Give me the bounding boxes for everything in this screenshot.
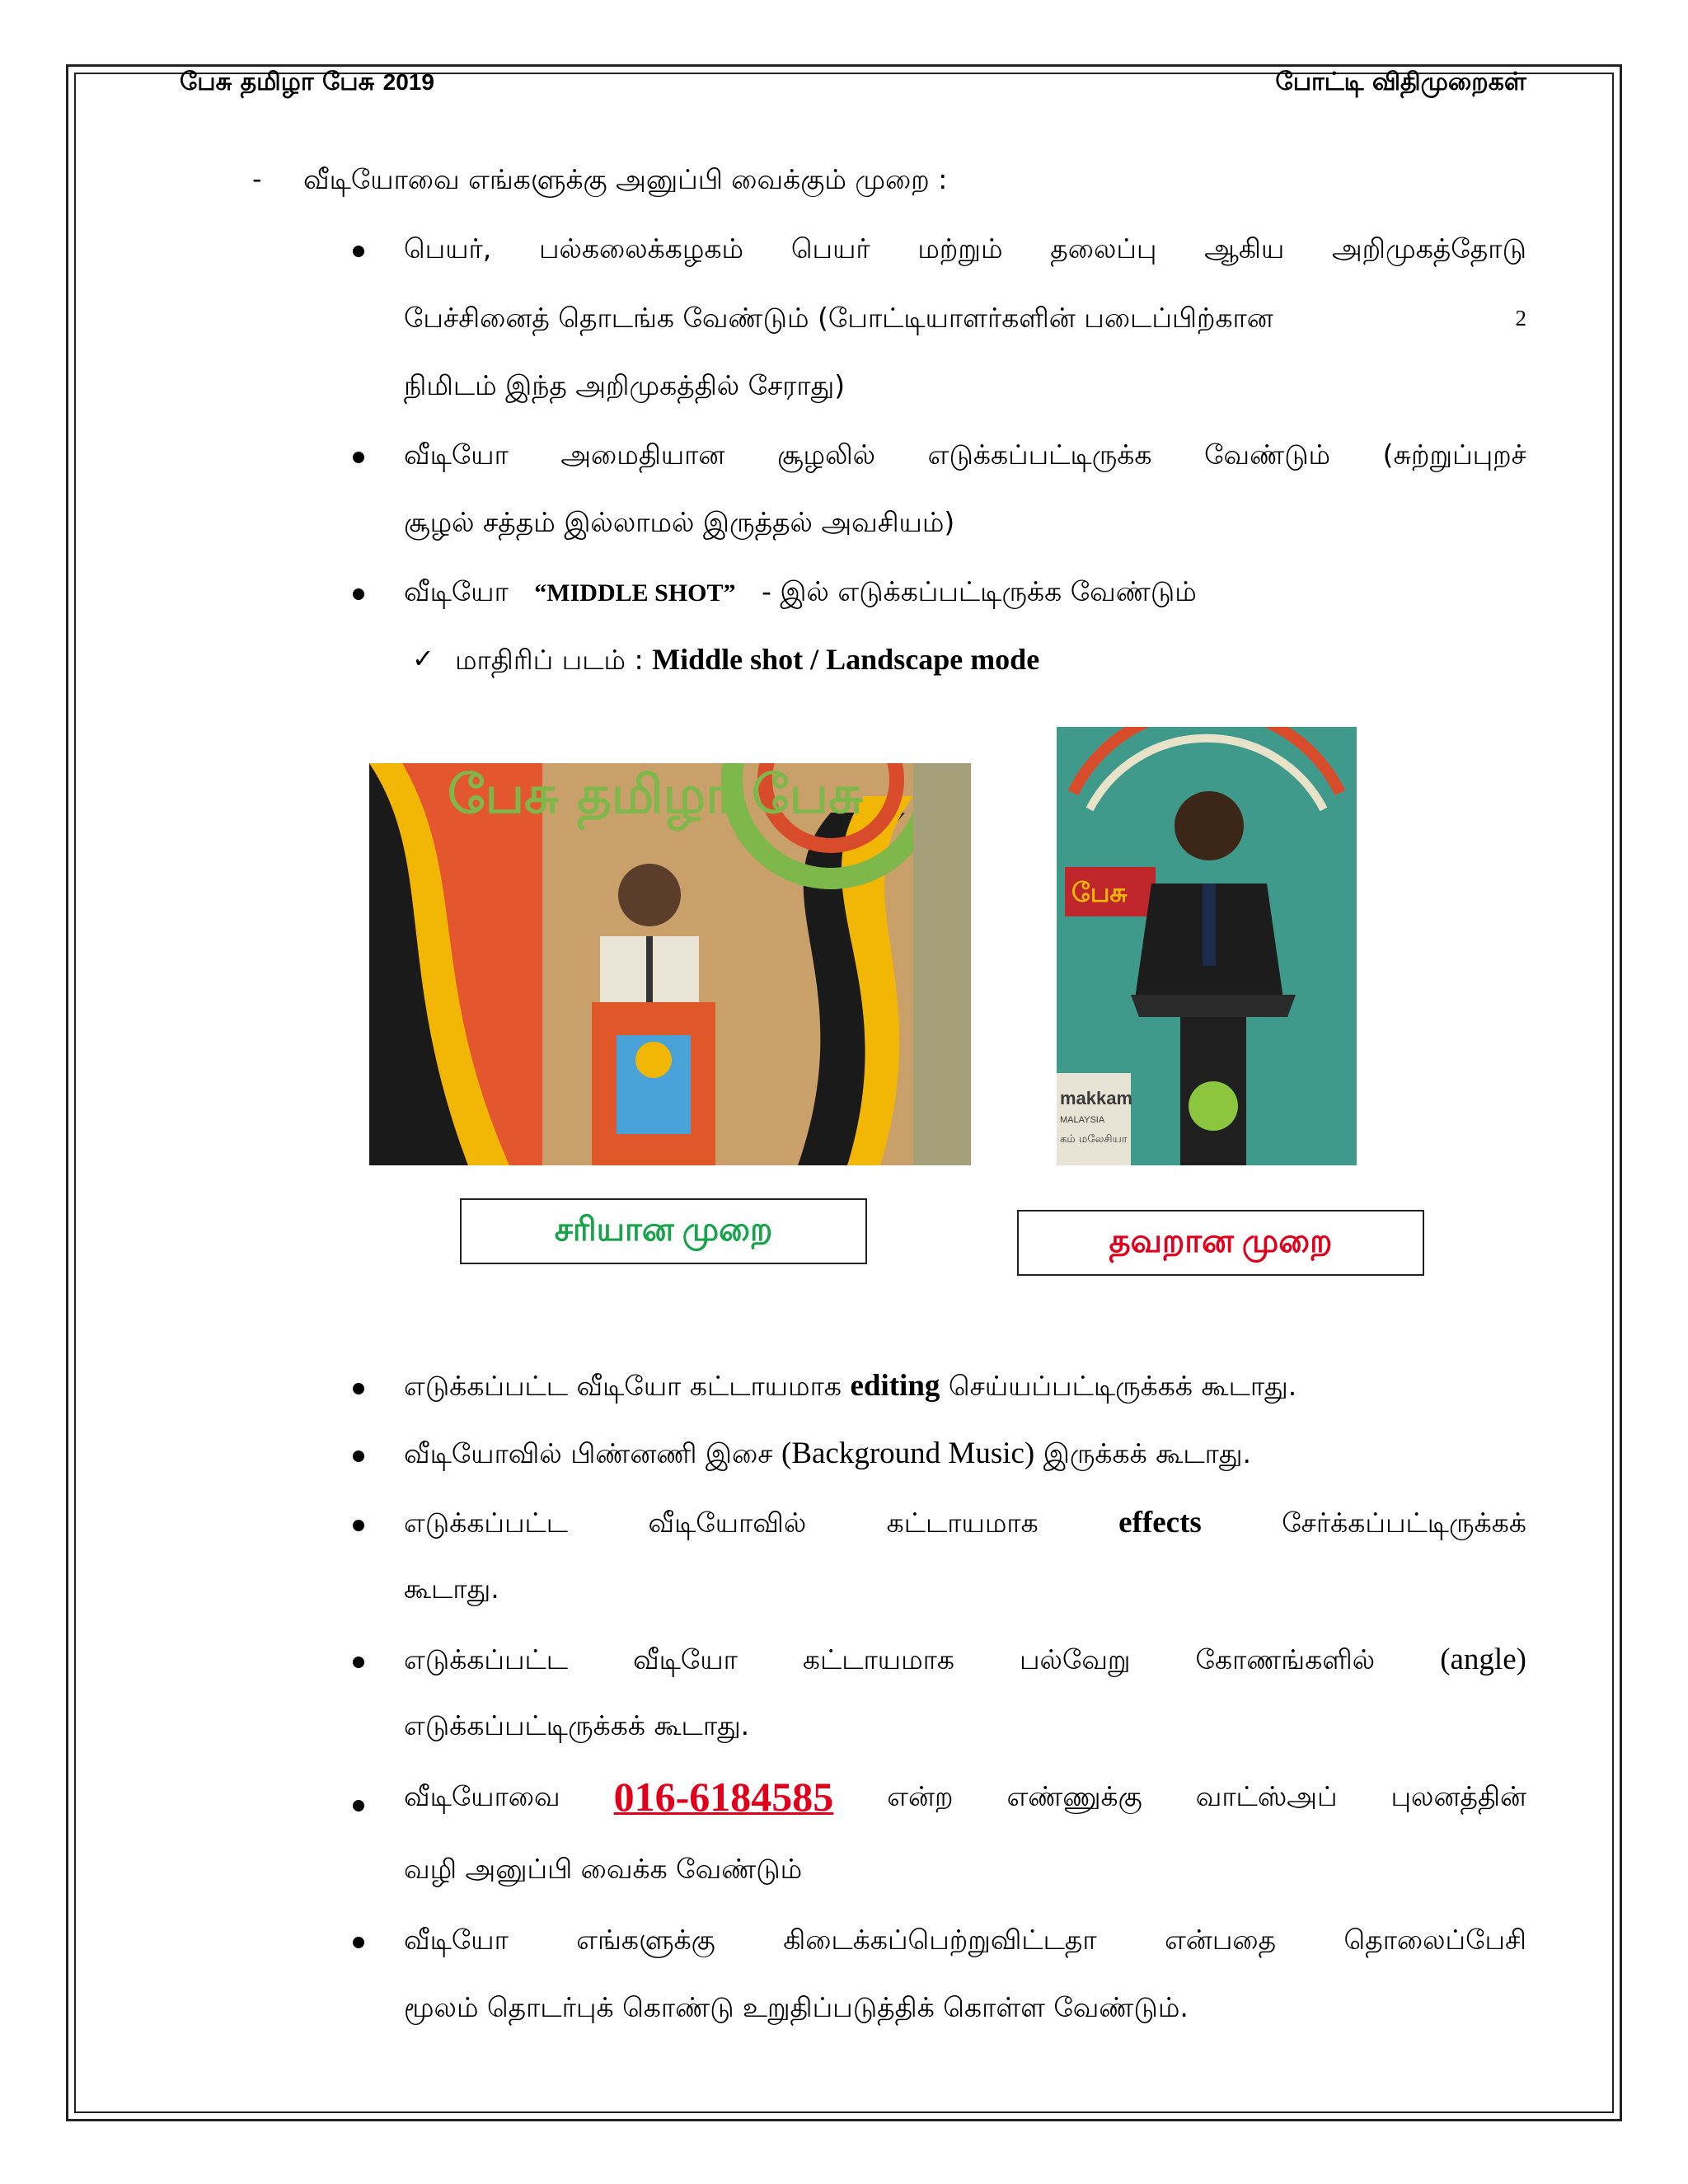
- b6-line1: எடுக்கப்பட்ட வீடியோவில் கட்டாயமாக effects சேர்க்கப்பட்டிருக்கக்: [404, 1506, 1526, 1540]
- b7-line2: எடுக்கப்பட்டிருக்கக் கூடாது.: [404, 1709, 750, 1741]
- header-left: [180, 68, 434, 100]
- correct-example-photo: [369, 763, 971, 1165]
- b6-line2: கூடாது.: [404, 1572, 499, 1605]
- portrait-banner-text: பேசு: [1071, 877, 1128, 908]
- correct-method-label: சரியான முறை: [460, 1198, 867, 1264]
- b8-line2: வழி அனுப்பி வைக்க வேண்டும்: [404, 1853, 803, 1885]
- phone-number: 016-6184585: [613, 1774, 834, 1820]
- bullet-dot: [353, 1657, 364, 1668]
- bullet-dot: [353, 1383, 364, 1394]
- b4-line: எடுக்கப்பட்ட வீடியோ கட்டாயமாக editing செய்யப்பட்டிருக்கக் கூடாது.: [404, 1369, 1297, 1403]
- bullet-dot: [353, 588, 364, 600]
- header-title: பேசு தமிழா பேசு: [180, 68, 375, 96]
- dash-marker: -: [252, 163, 262, 194]
- b5-line: வீடியோவில் பிண்னணி இசை (Background Music) இருக்கக் கூடாது.: [404, 1436, 1251, 1470]
- wrong-method-label: தவறான முறை: [1017, 1210, 1424, 1276]
- bullet-dot: [353, 246, 364, 257]
- bullet-dot: [353, 1451, 364, 1462]
- header-year: 2019: [382, 69, 434, 95]
- b8-line1: வீடியோவை 016-6184585 என்ற எண்ணுக்கு வாட்ஸ்அப் புலனத்தின்: [404, 1774, 1526, 1820]
- b9-line1: வீடியோ எங்களுக்கு கிடைக்கப்பெற்றுவிட்டதா என்பதை தொலைப்பேசி: [404, 1924, 1526, 1956]
- portrait-sub-text: MALAYSIA: [1060, 1115, 1105, 1125]
- check-icon: ✓: [412, 643, 434, 674]
- portrait-logo-text: makkam: [1060, 1088, 1133, 1108]
- sample-line: மாதிரிப் படம் : Middle shot / Landscape mode: [455, 643, 1040, 676]
- b1-line1: பெயர், பல்கலைக்கழகம் பெயர் மற்றும் தலைப்பு ஆகிய அறிமுகத்தோடு: [404, 232, 1526, 265]
- b7-line1: எடுக்கப்பட்ட வீடியோ கட்டாயமாக பல்வேறு கோணங்களில் (angle): [404, 1643, 1526, 1676]
- landscape-banner-text: பேசு தமிழா பேசு: [448, 765, 863, 826]
- bullet-dot: [353, 1937, 364, 1948]
- header-right-title: போட்டி விதிமுறைகள்: [1275, 68, 1526, 96]
- b2-line2: சூழல் சத்தம் இல்லாமல் இருத்தல் அவசியம்): [404, 506, 955, 538]
- portrait-sub2-text: கம் மலேசியா: [1060, 1133, 1128, 1146]
- b9-line2: மூலம் தொடர்புக் கொண்டு உறுதிப்படுத்திக் கொள்ள வேண்டும்.: [404, 1991, 1189, 2023]
- b1-line2: பேச்சினைத் தொடங்க வேண்டும் (போட்டியாளர்களின் படைப்பிற்கான 2: [404, 302, 1526, 334]
- wrong-example-photo: [1057, 727, 1357, 1165]
- b3-line1: வீடியோ “MIDDLE SHOT” - இல் எடுக்கப்பட்டிருக்க வேண்டும்: [404, 575, 1197, 607]
- bullet-dot: [353, 1520, 364, 1531]
- section-heading: வீடியோவை எங்களுக்கு அனுப்பி வைக்கும் முறை :: [303, 163, 948, 195]
- bullet-dot: [353, 1800, 364, 1811]
- b1-line3: நிமிடம் இந்த அறிமுகத்தில் சேராது): [404, 369, 846, 401]
- b2-line1: வீடியோ அமைதியான சூழலில் எடுக்கப்பட்டிருக்க வேண்டும் (சுற்றுப்புறச்: [404, 438, 1526, 471]
- bullet-dot: [353, 452, 364, 463]
